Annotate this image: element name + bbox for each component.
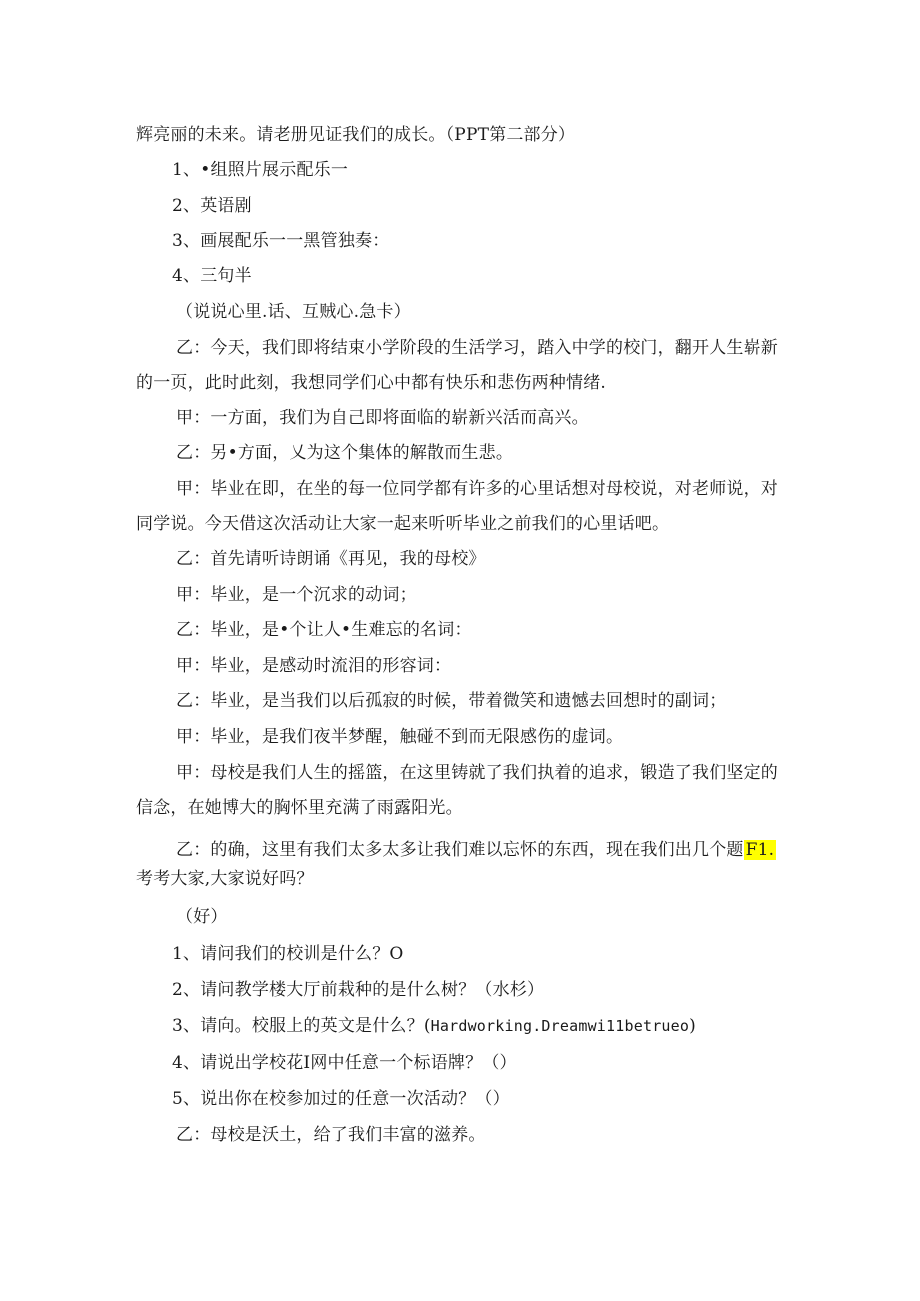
text-line bbox=[176, 839, 826, 861]
text-line: 乙：今天，我们即将结束小学阶段的生活学习，踏入中学的校门，翻开人生崭新 bbox=[176, 338, 778, 358]
text-line: 甲：毕业，是我们夜半梦醒，触碰不到而无限感伤的虚词。 bbox=[176, 727, 624, 747]
list-item: 4、请说出学校花I网中任意一个标语牌？（） bbox=[172, 1053, 517, 1073]
text-line: 甲：一方面，我们为自己即将面临的崭新兴活而高兴。 bbox=[176, 408, 589, 428]
text-line: 甲：母校是我们人生的摇篮，在这里铸就了我们执着的追求，锻造了我们坚定的 bbox=[176, 763, 778, 783]
text-line: 甲：毕业，是感动时流泪的形容词： bbox=[176, 656, 452, 676]
text-line: 乙：母校是沃土，给了我们丰富的滋养。 bbox=[176, 1125, 486, 1145]
english-motto: Hardworking.Dreamwi11betrueo bbox=[430, 1017, 690, 1035]
text-line: 甲：毕业在即，在坐的每一位同学都有许多的心里话想对母校说，对老师说，对 bbox=[176, 479, 778, 499]
text-segment: 3、请向。校服上的英文是什么？( bbox=[172, 1016, 431, 1036]
text-line: 的一页，此时此刻，我想同学们心中都有快乐和悲伤两种情绪. bbox=[136, 373, 607, 393]
list-item: 2、请问教学楼大厅前栽种的是什么树？（水杉） bbox=[172, 980, 545, 1000]
text-line: 辉亮丽的未来。请老册见证我们的成长。（PPT第二部分） bbox=[136, 125, 576, 145]
text-line: 信念，在她博大的胸怀里充满了雨露阳光。 bbox=[136, 798, 463, 818]
text-line: 考考大家,大家说好吗？ bbox=[136, 869, 314, 889]
text-segment: ) bbox=[689, 1016, 696, 1036]
text-line: 乙：毕业，是•个让人•生难忘的名词： bbox=[176, 620, 472, 640]
text-line: 乙：毕业，是当我们以后孤寂的时候，带着微笑和遗憾去回想时的副词； bbox=[176, 691, 727, 711]
text-line: （说说心里.话、互贼心.急卡） bbox=[176, 302, 411, 322]
text-line: 同学说。今天借这次活动让大家一起来听听毕业之前我们的心里话吧。 bbox=[136, 514, 670, 534]
text-segment: 乙：的确，这里有我们太多太多让我们难以忘怀的东西，现在我们出几个题 bbox=[176, 840, 744, 860]
list-item: 4、三句半 bbox=[172, 266, 252, 286]
text-line: 乙：首先请听诗朗诵《再见，我的母校》 bbox=[176, 549, 486, 569]
list-item: 3、画展配乐一一黑管独奏： bbox=[172, 231, 390, 251]
list-item: 1、•组照片展示配乐一 bbox=[172, 160, 349, 180]
highlighted-text: F1. bbox=[745, 840, 775, 860]
list-item bbox=[172, 1015, 822, 1037]
text-line: 乙：另•方面，乂为这个集体的解散而生悲。 bbox=[176, 443, 514, 463]
list-item: 5、说出你在校参加过的任意一次活动？（） bbox=[172, 1089, 510, 1109]
list-item: 2、英语剧 bbox=[172, 196, 252, 216]
text-line: （好） bbox=[176, 907, 228, 927]
text-line: 甲：毕业，是一个沉求的动词； bbox=[176, 585, 417, 605]
list-item: 1、请问我们的校训是什么？O bbox=[172, 944, 404, 964]
